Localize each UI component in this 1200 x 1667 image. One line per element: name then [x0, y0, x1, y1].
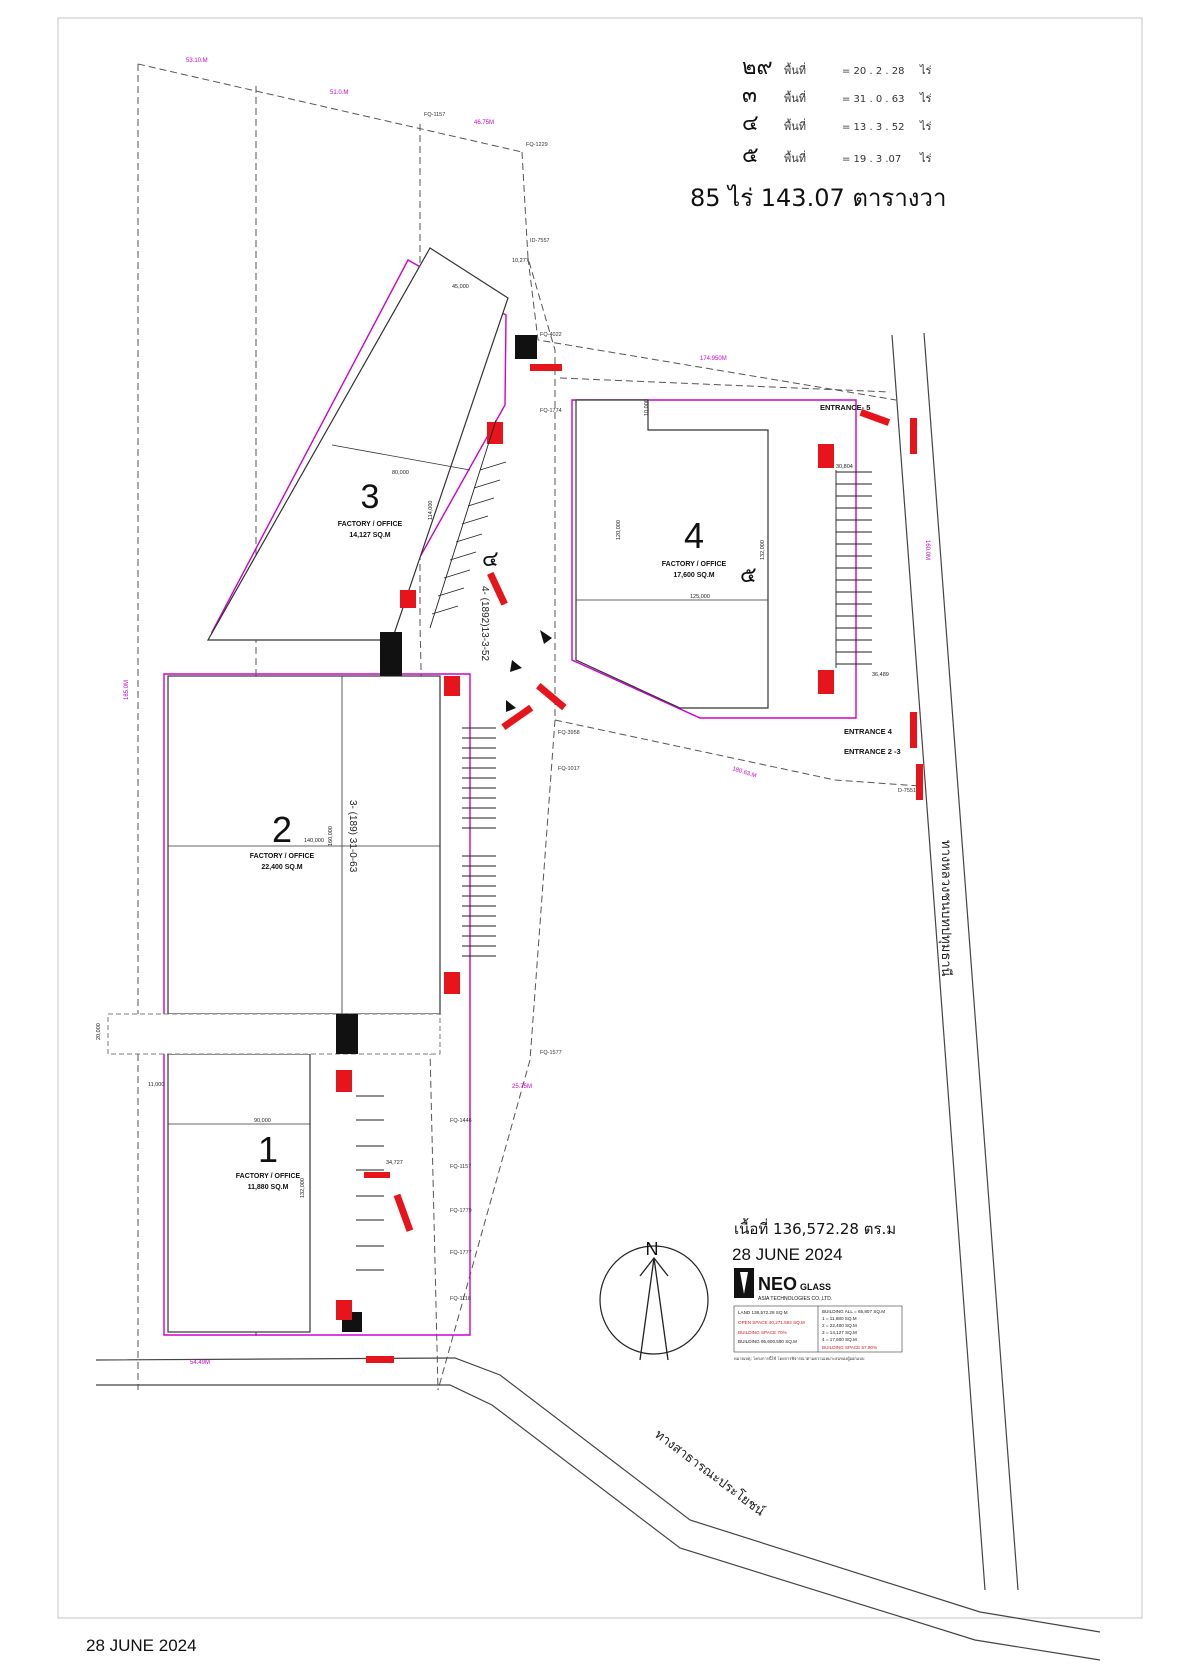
svg-text:พื้นที่: พื้นที่	[784, 152, 807, 165]
svg-text:๓: ๓	[742, 83, 758, 108]
legend-total: 85 ไร่ 143.07 ตารางวา	[690, 184, 947, 212]
svg-text:ไร่: ไร่	[920, 92, 932, 105]
svg-text:FACTORY / OFFICE: FACTORY / OFFICE	[661, 561, 727, 568]
svg-text:FQ-1446: FQ-1446	[450, 1118, 472, 1124]
svg-text:90,000: 90,000	[254, 1118, 271, 1124]
svg-text:80,000: 80,000	[392, 470, 409, 476]
svg-text:FQ-1577: FQ-1577	[540, 1050, 562, 1056]
svg-text:2: 2	[271, 809, 293, 850]
svg-text:๒๙: ๒๙	[742, 55, 773, 80]
svg-text:53.10.M: 53.10.M	[186, 58, 208, 64]
svg-text:2 = 22,400 SQ.M: 2 = 22,400 SQ.M	[822, 1323, 857, 1328]
plan-date: 28 JUNE 2024	[732, 1245, 843, 1264]
entrance-2-3: ENTRANCE 2 -3	[844, 747, 901, 756]
svg-text:132,000: 132,000	[300, 1178, 306, 1198]
svg-text:ID-7557: ID-7557	[530, 238, 550, 244]
svg-text:36,489: 36,489	[872, 672, 889, 678]
svg-text:34,727: 34,727	[386, 1160, 403, 1166]
svg-text:FQ-1777: FQ-1777	[450, 1250, 472, 1256]
svg-text:10,277: 10,277	[512, 258, 529, 264]
logo-company: ASIA TECHNOLOGIES CO.,LTD.	[758, 1296, 833, 1302]
svg-text:FQ-4022: FQ-4022	[540, 332, 562, 338]
svg-text:LAND 136,572.28 SQ.M: LAND 136,572.28 SQ.M	[738, 1310, 788, 1315]
svg-text:ไร่: ไร่	[920, 120, 932, 133]
svg-text:FQ-1229: FQ-1229	[526, 142, 548, 148]
svg-text:FACTORY / OFFICE: FACTORY / OFFICE	[337, 521, 403, 528]
north-label: N	[645, 1239, 659, 1259]
svg-text:FQ-1774: FQ-1774	[540, 408, 562, 414]
svg-text:3: 3	[360, 478, 380, 516]
logo-brand: NEO	[758, 1274, 798, 1294]
svg-text:17,600 SQ.M: 17,600 SQ.M	[673, 572, 715, 579]
entrance-5: ENTRANCE- 5	[820, 403, 871, 412]
svg-text:D-7551: D-7551	[898, 788, 917, 794]
svg-text:4: 4	[683, 515, 705, 556]
svg-text:1 = 11,880 SQ.M: 1 = 11,880 SQ.M	[822, 1316, 857, 1321]
svg-text:46.75M: 46.75M	[474, 120, 495, 126]
building-4-footprint	[576, 400, 768, 708]
svg-text:BUILDING SPACE 57.90%: BUILDING SPACE 57.90%	[822, 1345, 878, 1350]
svg-text:4 = 17,600 SQ.M: 4 = 17,600 SQ.M	[822, 1337, 857, 1342]
east-road-name: ทางหลวงชนบทปทุมธานี	[938, 840, 953, 977]
footer-date: 28 JUNE 2024	[86, 1636, 197, 1655]
south-road-name: ทางสาธารณะประโยชน์	[651, 1427, 768, 1520]
svg-text:22,400 SQ.M: 22,400 SQ.M	[261, 864, 303, 871]
svg-text:180.63.M: 180.63.M	[731, 766, 758, 780]
building-1-footprint	[168, 1054, 310, 1332]
svg-text:BUILDING 95,600.590 SQ.M: BUILDING 95,600.590 SQ.M	[738, 1339, 797, 1344]
svg-text:FACTORY / OFFICE: FACTORY / OFFICE	[249, 853, 315, 860]
svg-text:120,000: 120,000	[616, 520, 622, 540]
svg-text:FQ-1157: FQ-1157	[424, 112, 446, 118]
svg-text:160.0M: 160.0M	[924, 540, 930, 561]
svg-text:132,000: 132,000	[760, 540, 766, 560]
svg-text:160,000: 160,000	[328, 826, 334, 846]
svg-text:FQ-1017: FQ-1017	[558, 766, 580, 772]
deed-label-3: 3- (189) 31-0-63	[347, 800, 358, 873]
area-note: เนื้อที่ 136,572.28 ตร.ม	[734, 1220, 897, 1238]
svg-text:10,000: 10,000	[644, 399, 650, 416]
svg-text:OPEN SPACE 40,271.584 SQ.M: OPEN SPACE 40,271.584 SQ.M	[738, 1320, 805, 1325]
svg-text:พื้นที่: พื้นที่	[784, 92, 807, 105]
svg-text:ไร่: ไร่	[920, 152, 932, 165]
svg-text:FQ-3958: FQ-3958	[558, 730, 580, 736]
logo-sub: GLASS	[800, 1282, 832, 1292]
svg-text:หมายเหตุ: โครงการนี้ใช้ โดยการ: หมายเหตุ: โครงการนี้ใช้ โดยการพิจารณาตามความเหมาะสมของผู้ออกแบบ	[734, 1356, 865, 1361]
svg-text:๕: ๕	[742, 143, 759, 168]
svg-text:BUILDING ALL = 65,807 SQ.M: BUILDING ALL = 65,807 SQ.M	[822, 1309, 886, 1314]
svg-text:174.950M: 174.950M	[700, 356, 727, 362]
svg-text:3 = 14,127 SQ.M: 3 = 14,127 SQ.M	[822, 1330, 857, 1335]
svg-text:11,000: 11,000	[148, 1082, 165, 1088]
svg-text:14,127 SQ.M: 14,127 SQ.M	[349, 532, 391, 539]
svg-text:FQ-1118: FQ-1118	[450, 1296, 471, 1302]
svg-text:๔: ๔	[742, 111, 759, 136]
svg-text:51.0.M: 51.0.M	[330, 90, 349, 96]
svg-text:= 31 . 0 . 63: = 31 . 0 . 63	[842, 94, 905, 105]
svg-text:114,000: 114,000	[428, 500, 434, 520]
svg-text:140,000: 140,000	[304, 838, 324, 844]
svg-text:54.49M: 54.49M	[190, 1360, 211, 1366]
svg-text:FQ-1157: FQ-1157	[450, 1164, 472, 1170]
svg-text:1: 1	[257, 1129, 279, 1170]
svg-text:11,880 SQ.M: 11,880 SQ.M	[247, 1184, 289, 1191]
svg-text:20,000: 20,000	[96, 1023, 102, 1040]
svg-text:FACTORY / OFFICE: FACTORY / OFFICE	[235, 1173, 301, 1180]
svg-text:ไร่: ไร่	[920, 64, 932, 77]
deed-label-4: 4- (1892)13-3-52	[479, 586, 490, 662]
building-2-footprint	[168, 676, 440, 1014]
parcel-mark-4: ๔	[482, 547, 499, 572]
svg-text:พื้นที่: พื้นที่	[784, 120, 807, 133]
svg-text:185.0M: 185.0M	[124, 679, 130, 700]
svg-text:= 13 . 3 . 52: = 13 . 3 . 52	[842, 122, 905, 133]
svg-text:25.75M: 25.75M	[512, 1084, 533, 1090]
svg-text:125,000: 125,000	[690, 594, 710, 600]
svg-text:พื้นที่: พื้นที่	[784, 64, 807, 77]
svg-text:FQ-1779: FQ-1779	[450, 1208, 472, 1214]
link-corridor	[108, 1014, 440, 1054]
parcel-mark-5: ๕	[740, 563, 757, 588]
svg-text:BUILDING SPACE 70%: BUILDING SPACE 70%	[738, 1330, 787, 1335]
svg-text:= 20 . 2 . 28: = 20 . 2 . 28	[842, 66, 905, 77]
svg-text:45,000: 45,000	[452, 284, 469, 290]
svg-text:= 19 . 3 .07: = 19 . 3 .07	[842, 154, 902, 165]
svg-text:30,804: 30,804	[836, 464, 853, 470]
entrance-4: ENTRANCE 4	[844, 727, 892, 736]
